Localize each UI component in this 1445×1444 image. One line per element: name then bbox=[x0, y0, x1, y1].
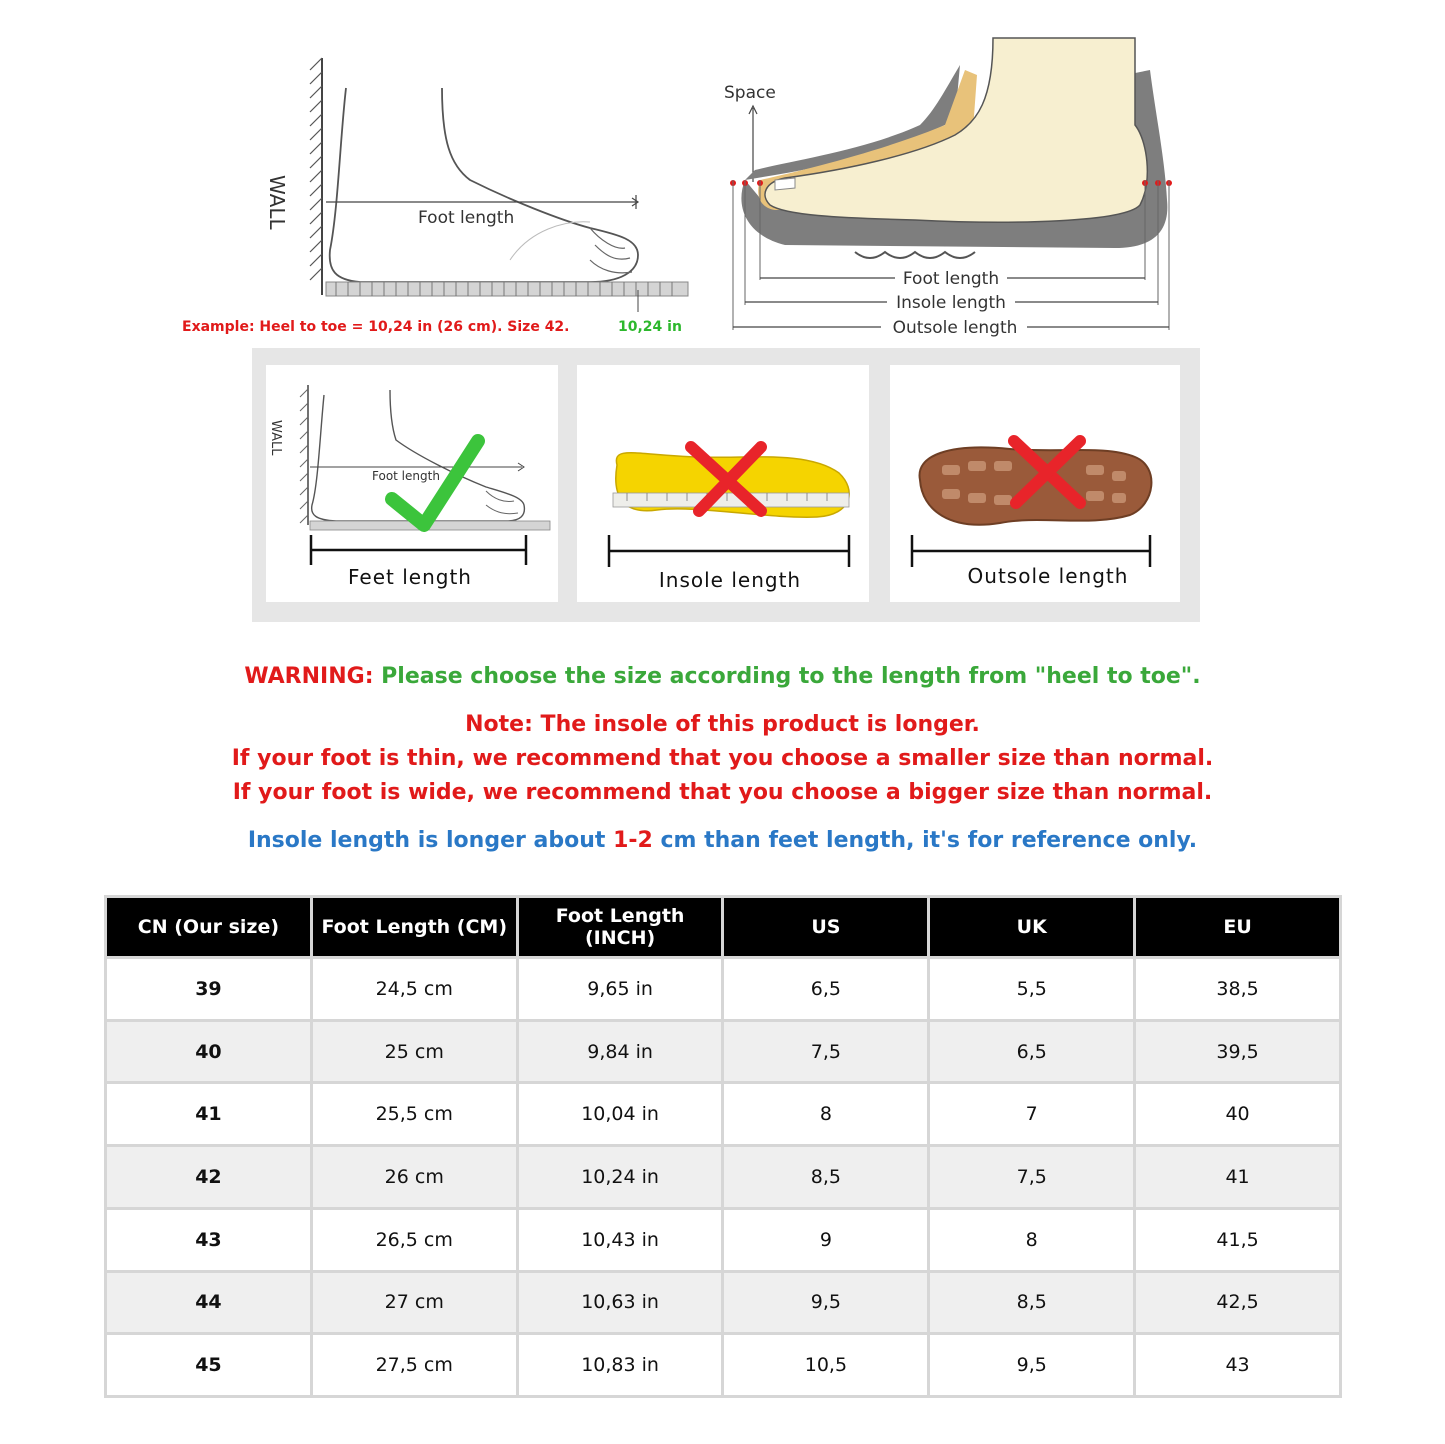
header-foot-length-cm: Foot Length (CM) bbox=[311, 897, 517, 958]
example-value: 10,24 in bbox=[618, 319, 682, 335]
space-label: Space bbox=[724, 83, 776, 103]
cell-us: 9 bbox=[723, 1208, 929, 1271]
header-eu: EU bbox=[1135, 897, 1341, 958]
cell-inch: 9,84 in bbox=[517, 1020, 723, 1083]
check-mark-icon bbox=[392, 441, 478, 525]
shoe-cross-section-diagram bbox=[715, 30, 1190, 345]
insole-info-range: 1-2 bbox=[613, 828, 653, 853]
shoe-foot-length: Foot length bbox=[902, 269, 1000, 289]
cell-cn: 39 bbox=[106, 958, 312, 1021]
table-row bbox=[106, 1020, 1341, 1083]
warning-line bbox=[0, 662, 1445, 692]
cell-cm: 27,5 cm bbox=[311, 1334, 517, 1397]
table-row bbox=[106, 1334, 1341, 1397]
cell-inch: 10,63 in bbox=[517, 1271, 723, 1334]
header-foot-length-inch: Foot Length (INCH) bbox=[517, 897, 723, 958]
cell-us: 7,5 bbox=[723, 1020, 929, 1083]
header-cn-size: CN (Our size) bbox=[106, 897, 312, 958]
wall-hatch bbox=[310, 58, 322, 280]
foot-length-label: Foot length bbox=[418, 208, 515, 228]
cell-us: 10,5 bbox=[723, 1334, 929, 1397]
table-row bbox=[106, 1083, 1341, 1146]
cell-us: 8,5 bbox=[723, 1146, 929, 1209]
cell-uk: 6,5 bbox=[929, 1020, 1135, 1083]
cell-inch: 10,83 in bbox=[517, 1334, 723, 1397]
cell-eu: 41,5 bbox=[1135, 1208, 1341, 1271]
header-uk: UK bbox=[929, 897, 1135, 958]
panel-insole-length bbox=[577, 365, 869, 602]
cell-uk: 8,5 bbox=[929, 1271, 1135, 1334]
cell-inch: 10,43 in bbox=[517, 1208, 723, 1271]
cell-cm: 24,5 cm bbox=[311, 958, 517, 1021]
panel-outsole-length bbox=[890, 365, 1180, 602]
foot-wall-diagram bbox=[170, 50, 700, 350]
cell-cm: 25 cm bbox=[311, 1020, 517, 1083]
size-chart-table bbox=[104, 895, 1342, 1398]
ruler bbox=[326, 282, 688, 296]
note-line: Note: The insole of this product is longer. bbox=[465, 712, 980, 737]
table-row bbox=[106, 1146, 1341, 1209]
cell-us: 8 bbox=[723, 1083, 929, 1146]
cell-cn: 44 bbox=[106, 1271, 312, 1334]
shoe-insole-length: Insole length bbox=[896, 293, 1006, 313]
header-us: US bbox=[723, 897, 929, 958]
cell-cn: 41 bbox=[106, 1083, 312, 1146]
cell-cm: 25,5 cm bbox=[311, 1083, 517, 1146]
cell-eu: 40 bbox=[1135, 1083, 1341, 1146]
cell-eu: 41 bbox=[1135, 1146, 1341, 1209]
cell-cn: 42 bbox=[106, 1146, 312, 1209]
example-text: Example: Heel to toe = 10,24 in (26 cm). Size 42. bbox=[182, 319, 570, 335]
cell-inch: 9,65 in bbox=[517, 958, 723, 1021]
cell-us: 6,5 bbox=[723, 958, 929, 1021]
thin-foot-line: If your foot is thin, we recommend that you choose a smaller size than normal. bbox=[231, 746, 1214, 771]
table-header-row bbox=[106, 897, 1341, 958]
insole-info-c: cm than feet length, it's for reference only. bbox=[652, 828, 1198, 853]
cell-eu: 39,5 bbox=[1135, 1020, 1341, 1083]
insole-info-a: Insole length is longer about bbox=[247, 828, 614, 853]
insole-info-line bbox=[0, 826, 1445, 856]
cell-cm: 26 cm bbox=[311, 1146, 517, 1209]
table-row bbox=[106, 958, 1341, 1021]
cell-uk: 8 bbox=[929, 1208, 1135, 1271]
cell-cm: 27 cm bbox=[311, 1271, 517, 1334]
wide-foot-line: If your foot is wide, we recommend that you choose a bigger size than normal. bbox=[232, 780, 1213, 805]
table-row bbox=[106, 1208, 1341, 1271]
warning-text: Please choose the size according to the length from "heel to toe". bbox=[381, 664, 1201, 689]
warning-prefix: WARNING: bbox=[244, 664, 374, 689]
cell-uk: 5,5 bbox=[929, 958, 1135, 1021]
cell-inch: 10,04 in bbox=[517, 1083, 723, 1146]
cell-uk: 9,5 bbox=[929, 1334, 1135, 1397]
cell-uk: 7 bbox=[929, 1083, 1135, 1146]
cell-eu: 43 bbox=[1135, 1334, 1341, 1397]
insole-illustration bbox=[577, 365, 869, 602]
cell-us: 9,5 bbox=[723, 1271, 929, 1334]
cell-cn: 40 bbox=[106, 1020, 312, 1083]
panel-inner-foot-length: Foot length bbox=[372, 469, 440, 483]
panel-label-feet-length: Feet length bbox=[348, 565, 472, 589]
cell-inch: 10,24 in bbox=[517, 1146, 723, 1209]
table-row bbox=[106, 1271, 1341, 1334]
cell-cm: 26,5 cm bbox=[311, 1208, 517, 1271]
shoe-outsole-length: Outsole length bbox=[892, 318, 1018, 338]
panel-label-insole-length: Insole length bbox=[658, 568, 802, 592]
cell-eu: 42,5 bbox=[1135, 1271, 1341, 1334]
cell-cn: 45 bbox=[106, 1334, 312, 1397]
panel-wall-label: WALL bbox=[268, 420, 283, 456]
foot-outline bbox=[330, 88, 638, 282]
cell-eu: 38,5 bbox=[1135, 958, 1341, 1021]
panel-feet-length bbox=[266, 365, 558, 602]
wall-label: WALL bbox=[265, 175, 289, 230]
panel-label-outsole-length: Outsole length bbox=[967, 564, 1129, 588]
cell-uk: 7,5 bbox=[929, 1146, 1135, 1209]
cell-cn: 43 bbox=[106, 1208, 312, 1271]
